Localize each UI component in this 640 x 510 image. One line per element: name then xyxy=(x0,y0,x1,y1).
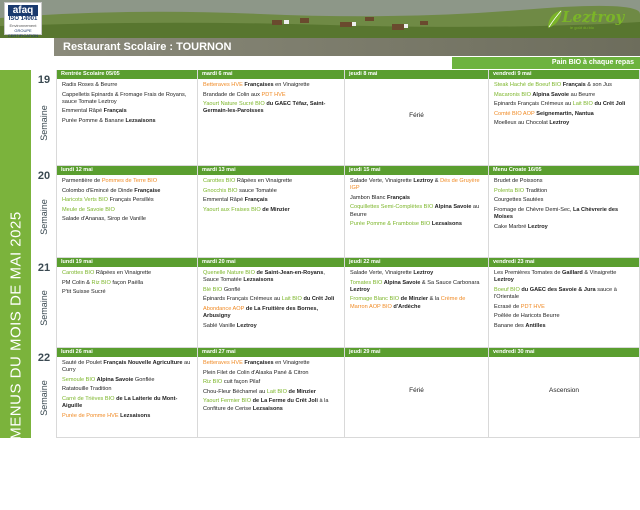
menu-item-text: Français Nouvelle Agriculture xyxy=(103,360,183,366)
menu-item-text: Meule de Savoie BIO xyxy=(62,206,115,213)
week-label: Semaine xyxy=(39,380,49,416)
menu-item-text: Carottes BIO xyxy=(62,270,95,276)
menu-item-text: Français xyxy=(103,108,127,115)
menu-item-text: Seignemartin, Nantua xyxy=(534,110,594,117)
menu-item-text: Épinards Français Crémeux au xyxy=(203,296,282,303)
menu-item xyxy=(62,197,193,204)
menu-item xyxy=(494,111,635,118)
menu-item xyxy=(203,101,340,115)
bio-badge xyxy=(452,57,640,69)
menu-item-text: Betteraves HVE xyxy=(203,360,243,366)
menu-item-text: Les Premières Tomates de xyxy=(494,270,562,276)
day-cell xyxy=(198,70,345,166)
day-header: jeudi 29 mai xyxy=(345,348,488,357)
menu-items xyxy=(57,357,197,420)
day-cell xyxy=(198,166,345,258)
menu-item-text: Alpina Savoie xyxy=(531,91,570,98)
menu-item xyxy=(62,92,193,106)
menu-item-text: Banane des xyxy=(494,322,526,329)
menu-item xyxy=(62,82,193,89)
menu-item xyxy=(203,178,340,185)
menu-item xyxy=(494,304,635,311)
menu-items xyxy=(198,175,344,214)
menu-item-text: Salade Verte, Vinaigrette xyxy=(350,178,414,184)
menu-item-text: Macaronis BIO xyxy=(494,91,531,98)
menu-item-text: Poêlée de Haricots Beurre xyxy=(494,313,560,320)
menu-item-text: du Crêt Joli xyxy=(301,296,335,303)
menu-item-text: du Crêt Joli xyxy=(592,101,626,108)
menu-item-text: PDT HVE xyxy=(261,91,286,98)
day-cell xyxy=(489,166,640,258)
menu-item-text: Polenta BIO xyxy=(494,187,525,194)
day-cell xyxy=(57,258,198,348)
menu-item-text: d'Ardèche xyxy=(391,303,421,310)
menu-item xyxy=(494,323,635,330)
menu-item-text: Dés de Gruyère IGP xyxy=(350,178,480,192)
menu-item xyxy=(494,313,635,320)
menu-item xyxy=(350,296,484,310)
week-row xyxy=(31,70,640,166)
day-cell xyxy=(345,166,489,258)
day-header: vendredi 23 mai xyxy=(489,258,639,267)
menu-item-text: en Vinaigrette xyxy=(273,360,310,366)
menu-item-text: de La Ferme du Crêt Joli xyxy=(251,398,318,405)
menu-item-text: au Beurre xyxy=(350,204,480,218)
menu-item xyxy=(203,398,340,412)
menu-item-text: Gnocchis BIO xyxy=(203,187,238,194)
menu-item xyxy=(62,207,193,214)
menu-item xyxy=(494,270,635,284)
menu-item-text: Français xyxy=(561,82,586,88)
menu-item-text: Brudet de Poissons xyxy=(494,178,543,184)
day-header: lundi 19 mai xyxy=(57,258,197,267)
menu-item xyxy=(350,270,484,277)
menu-item-text: Leztroy xyxy=(350,286,370,293)
menu-item xyxy=(494,82,635,89)
menu-item-text: Yaourt Fermier BIO xyxy=(203,398,252,405)
menu-item-text: en Vinaigrette xyxy=(273,82,310,88)
week-row xyxy=(31,348,640,438)
menu-item xyxy=(62,188,193,195)
menu-item-text: Plein Filet de Colin d'Alaska Pané & Citron xyxy=(203,369,309,376)
menu-item xyxy=(350,195,484,202)
menu-item xyxy=(203,92,340,99)
week-label: Semaine xyxy=(39,199,49,235)
menu-item-text: cuit façon Pilaf xyxy=(222,379,261,386)
menu-item-text: Lait BIO xyxy=(281,296,302,303)
menu-item xyxy=(203,370,340,377)
week-label: Semaine xyxy=(39,105,49,141)
holiday-label: Férié xyxy=(409,387,424,395)
menu-item xyxy=(203,207,340,214)
menu-item-text: Ecrasé de xyxy=(494,303,521,310)
month-title: MENUS DU MOIS DE MAI 2025 xyxy=(7,211,25,440)
menu-item-text: sauce à l'Orientale xyxy=(494,286,617,300)
menu-items xyxy=(345,175,488,228)
menu-item-text: de Minzier xyxy=(286,388,316,395)
menu-item-text: Semoule BIO xyxy=(62,376,96,383)
menu-item xyxy=(350,221,484,228)
week-label: Semaine xyxy=(39,290,49,326)
menu-item-text: Françaises xyxy=(242,82,274,88)
menu-items xyxy=(345,267,488,311)
menu-item-text: Carottes BIO xyxy=(203,178,236,184)
menu-grid xyxy=(31,70,640,438)
menu-item-text: & la xyxy=(428,296,441,303)
week-row xyxy=(31,166,640,258)
menu-item xyxy=(62,178,193,185)
menu-item-text: Français xyxy=(387,194,411,201)
week-number: 20 xyxy=(37,170,51,182)
day-cell xyxy=(198,348,345,438)
menu-item xyxy=(494,287,635,301)
menu-item-text: Crème de Marron AOP BIO xyxy=(350,296,466,310)
menu-item-text: Pommes de Terre BIO xyxy=(101,178,158,184)
leztroy-logo xyxy=(546,4,626,36)
menu-item xyxy=(62,280,193,287)
afaq-iso-text: ISO 14001 xyxy=(8,16,38,22)
bio-note: Pain BIO à chaque repas xyxy=(551,59,634,66)
menu-item xyxy=(203,82,340,89)
day-cell xyxy=(345,70,489,166)
menu-item xyxy=(203,296,340,303)
day-header: mardi 13 mai xyxy=(198,166,344,175)
afaq-iso-logo xyxy=(4,2,42,38)
menu-item-text: Cake Marbré xyxy=(494,223,528,230)
day-header: mardi 6 mai xyxy=(198,70,344,79)
menu-item-text: de La Laiterie du Mont-Aiguille xyxy=(62,395,178,410)
afaq-logo-text: afaq xyxy=(8,5,38,16)
menu-item xyxy=(203,188,340,195)
holiday-label: Ascension xyxy=(549,387,579,395)
menu-item-text: Blé BIO xyxy=(203,286,223,293)
menu-item-text: Lait BIO xyxy=(572,101,593,108)
brand-tagline: le goût du bio xyxy=(570,25,595,30)
menu-item xyxy=(203,287,340,294)
menu-item-text: Alpina Savoie xyxy=(382,279,421,286)
menu-items xyxy=(489,175,639,231)
menu-item-text: Sablé Vanille xyxy=(203,322,237,329)
menu-item-text: Leztroy xyxy=(527,223,548,230)
menu-item-text: Colombo d'Emincé de Dinde xyxy=(62,187,135,194)
menu-items xyxy=(57,79,197,125)
menu-item xyxy=(62,386,193,393)
menu-item-text: Lezsaisons xyxy=(125,117,156,124)
week-number: 19 xyxy=(37,74,51,86)
menu-item-text: , Sauce Tomatée xyxy=(203,270,325,284)
menu-item-text: Quenelle Nature BIO xyxy=(203,270,255,276)
day-header: lundi 26 mai xyxy=(57,348,197,357)
page-title: Restaurant Scolaire : TOURNON xyxy=(63,41,232,53)
menu-item-text: Français Persillés xyxy=(108,197,154,204)
brand-name: Leztroy xyxy=(562,8,625,26)
menu-item-text: Riz BIO xyxy=(203,379,223,386)
menu-item-text: Ratatouille Tradition xyxy=(62,386,112,393)
day-header: lundi 12 mai xyxy=(57,166,197,175)
menu-item xyxy=(62,396,193,410)
menu-item-text: PM Colin & xyxy=(62,279,92,286)
menu-items xyxy=(57,175,197,224)
menu-item-text: Sauté de Poulet xyxy=(62,360,104,366)
menu-item-text: Antilles xyxy=(525,322,546,329)
menu-item xyxy=(62,413,193,420)
menu-item-text: & xyxy=(433,178,441,184)
menu-item-text: Moelleux au Chocolat xyxy=(494,120,550,127)
menu-item-text: Purée Pomme & Framboise BIO xyxy=(350,221,431,228)
day-header: Menu Croate 16/05 xyxy=(489,166,639,175)
week-label-cell xyxy=(31,166,57,258)
menu-item-text: Française xyxy=(134,187,161,194)
day-cell xyxy=(198,258,345,348)
week-label-cell xyxy=(31,348,57,438)
menu-item xyxy=(494,120,635,127)
day-header: jeudi 22 mai xyxy=(345,258,488,267)
menu-item-text: Gaillard xyxy=(562,270,583,276)
menu-item-text: à la Confiture de Cerise xyxy=(203,398,329,412)
menu-item-text: Lezsaisons xyxy=(118,412,151,419)
day-cell xyxy=(57,70,198,166)
week-number: 21 xyxy=(37,262,51,274)
menu-item-text: Yaourt aux Fraises BIO xyxy=(203,206,261,213)
day-header: jeudi 15 mai xyxy=(345,166,488,175)
menu-item-text: Chou-Fleur Béchamel au xyxy=(203,388,267,395)
menu-item-text: P'tit Suisse Sucré xyxy=(62,289,106,296)
menu-item-text: PDT HVE xyxy=(520,303,545,310)
menu-item-text: Lezsaisons xyxy=(252,405,283,412)
afaq-sub-text: Environnement xyxy=(9,23,37,28)
menu-item-text: Salade Verte, Vinaigrette xyxy=(350,270,414,276)
menu-item-text: Purée de Pomme HVE xyxy=(62,412,119,419)
menu-item-text: Fromage Blanc BIO xyxy=(350,296,400,303)
menu-item-text: Leztroy xyxy=(494,277,514,284)
day-header: mardi 20 mai xyxy=(198,258,344,267)
menu-item-text: Cappelletis Epinards & Fromage Frais de Royans, sauce Tomate Leztroy xyxy=(62,91,187,105)
day-cell xyxy=(489,348,640,438)
menu-item-text: du GAEC des Savoie & Jura xyxy=(519,286,596,293)
menu-item xyxy=(494,197,635,204)
pasture-photo xyxy=(0,0,640,38)
menu-item-text: Leztroy xyxy=(413,270,434,276)
menu-item-text: Lezsaisons xyxy=(243,277,274,284)
day-cell xyxy=(345,258,489,348)
menu-item xyxy=(350,204,484,218)
week-number: 22 xyxy=(37,352,51,364)
menu-item-text: Comté BIO AOP xyxy=(494,110,535,117)
menu-item-text: Boeuf BIO xyxy=(494,286,520,293)
holiday-label: Férié xyxy=(409,111,424,119)
day-cell xyxy=(57,348,198,438)
menu-item-text: La Chèvrerie des Moises xyxy=(494,206,619,220)
bio-strip xyxy=(0,56,640,70)
menu-item-text: Emmental Râpé xyxy=(203,197,245,204)
menu-item-text: du GAEC Téfaz, Saint-Germain-les-Paroisses xyxy=(203,101,326,115)
menu-item xyxy=(203,197,340,204)
menu-item xyxy=(62,118,193,125)
menu-item xyxy=(494,188,635,195)
menu-item-text: Leztroy xyxy=(549,120,570,127)
menu-item xyxy=(494,207,635,221)
menu-item-text: sauce Tomatée xyxy=(237,187,277,194)
menu-item-text: Epinards Français Crémeux au xyxy=(494,101,573,108)
menu-item-text: Abondance AOP xyxy=(203,305,245,312)
day-header: Rentrée Scolaire 05/05 xyxy=(57,70,197,79)
menu-item-text: & Sa Sauce Carbonara xyxy=(420,279,480,286)
week-label-cell xyxy=(31,70,57,166)
menu-item xyxy=(494,92,635,99)
menu-item-text: Coquillettes Semi-Complètes BIO xyxy=(350,204,434,211)
menu-item-text: Gonflée xyxy=(133,376,155,383)
menu-item-text: Jambon Blanc xyxy=(350,194,388,201)
menu-item xyxy=(62,270,193,277)
menu-item-text: de La Fruitière des Bornes, Arbusigny xyxy=(203,305,319,320)
menu-item xyxy=(350,178,484,192)
week-row xyxy=(31,258,640,348)
menu-item-text: Râpées en Vinaigrette xyxy=(235,178,293,184)
menu-item xyxy=(494,178,635,185)
menu-items xyxy=(489,79,639,128)
day-cell xyxy=(489,258,640,348)
day-header: mardi 27 mai xyxy=(198,348,344,357)
menu-item-text: Salade d'Ananas, Sirop de Vanille xyxy=(62,216,146,223)
menu-item xyxy=(203,323,340,330)
menu-item-text: de Minzier xyxy=(399,296,429,303)
afaq-bottom-text: GROUPE CERTIFICATION xyxy=(7,28,39,38)
menu-item-text: de Saint-Jean-en-Royans xyxy=(254,270,324,276)
menu-items xyxy=(198,357,344,413)
menu-items xyxy=(489,267,639,330)
menu-item-text: Emmental Râpé xyxy=(62,108,104,115)
day-header: vendredi 9 mai xyxy=(489,70,639,79)
menu-item-text: Lezsaisons xyxy=(430,221,462,228)
menu-item-text: Tradition xyxy=(524,187,548,194)
menu-items xyxy=(198,267,344,330)
day-header: vendredi 30 mai xyxy=(489,348,639,357)
menu-item xyxy=(350,280,484,294)
menu-item-text: Tomates BIO xyxy=(350,279,383,286)
menu-item xyxy=(203,379,340,386)
day-cell xyxy=(489,70,640,166)
menu-item-text: Yaourt Nature Sucré BIO xyxy=(203,101,265,108)
menu-item-text: Parmentière de xyxy=(62,178,102,184)
menu-item-text: Riz BIO xyxy=(91,279,111,286)
menu-item xyxy=(203,360,340,367)
menu-item-text: Carré de Trièves BIO xyxy=(62,395,115,402)
menu-item-text: & son Jus xyxy=(585,82,612,88)
day-cell xyxy=(57,166,198,258)
day-header: jeudi 8 mai xyxy=(345,70,488,79)
menu-item-text: Leztroy xyxy=(413,178,434,184)
menu-item xyxy=(203,270,340,284)
menu-item-text: de Minzier xyxy=(260,206,290,213)
menu-item-text: Alpina Savoie xyxy=(433,204,472,211)
menu-item-text: Leztroy xyxy=(236,322,257,329)
menu-item xyxy=(203,306,340,320)
menu-item xyxy=(62,360,193,374)
menu-item-text: Alpina Savoie xyxy=(95,376,134,383)
menu-item xyxy=(62,289,193,296)
day-cell xyxy=(345,348,489,438)
menu-items xyxy=(198,79,344,116)
week-label-cell xyxy=(31,258,57,348)
menu-item-text: Brandade de Colin aux xyxy=(203,91,262,98)
menu-item xyxy=(203,389,340,396)
menu-item-text: façon Paëlla xyxy=(110,279,144,286)
header-banner xyxy=(0,0,640,38)
menu-item-text: Françaises xyxy=(242,360,274,366)
menu-items xyxy=(57,267,197,296)
menu-item-text: Lait BIO xyxy=(266,388,287,395)
menu-item xyxy=(62,216,193,223)
menu-item-text: Radis Roses & Beurre xyxy=(62,82,118,88)
menu-item xyxy=(62,108,193,115)
menu-item-text: Gonflé xyxy=(222,286,241,293)
menu-item xyxy=(494,224,635,231)
menu-item-text: Français xyxy=(244,197,268,204)
menu-item-text: au Beurre xyxy=(569,91,596,98)
menu-item-text: Purée Pomme & Banane xyxy=(62,117,126,124)
menu-item xyxy=(62,377,193,384)
title-bar xyxy=(0,38,640,56)
menu-item xyxy=(494,101,635,108)
menu-item-text: Fromage de Chèvre Demi-Sec, xyxy=(494,206,573,213)
menu-item-text: Steak Haché de Boeuf BIO xyxy=(494,82,562,88)
menu-item-text: Râpées en Vinaigrette xyxy=(94,270,152,276)
menu-item-text: au Curry xyxy=(62,360,191,374)
menu-item-text: Courgettes Sautées xyxy=(494,197,544,204)
menu-item-text: Haricots Verts BIO xyxy=(62,197,109,204)
menu-item-text: & Vinaigrette xyxy=(582,270,617,276)
menu-item-text: Betteraves HVE xyxy=(203,82,243,88)
month-side-band xyxy=(0,70,31,438)
